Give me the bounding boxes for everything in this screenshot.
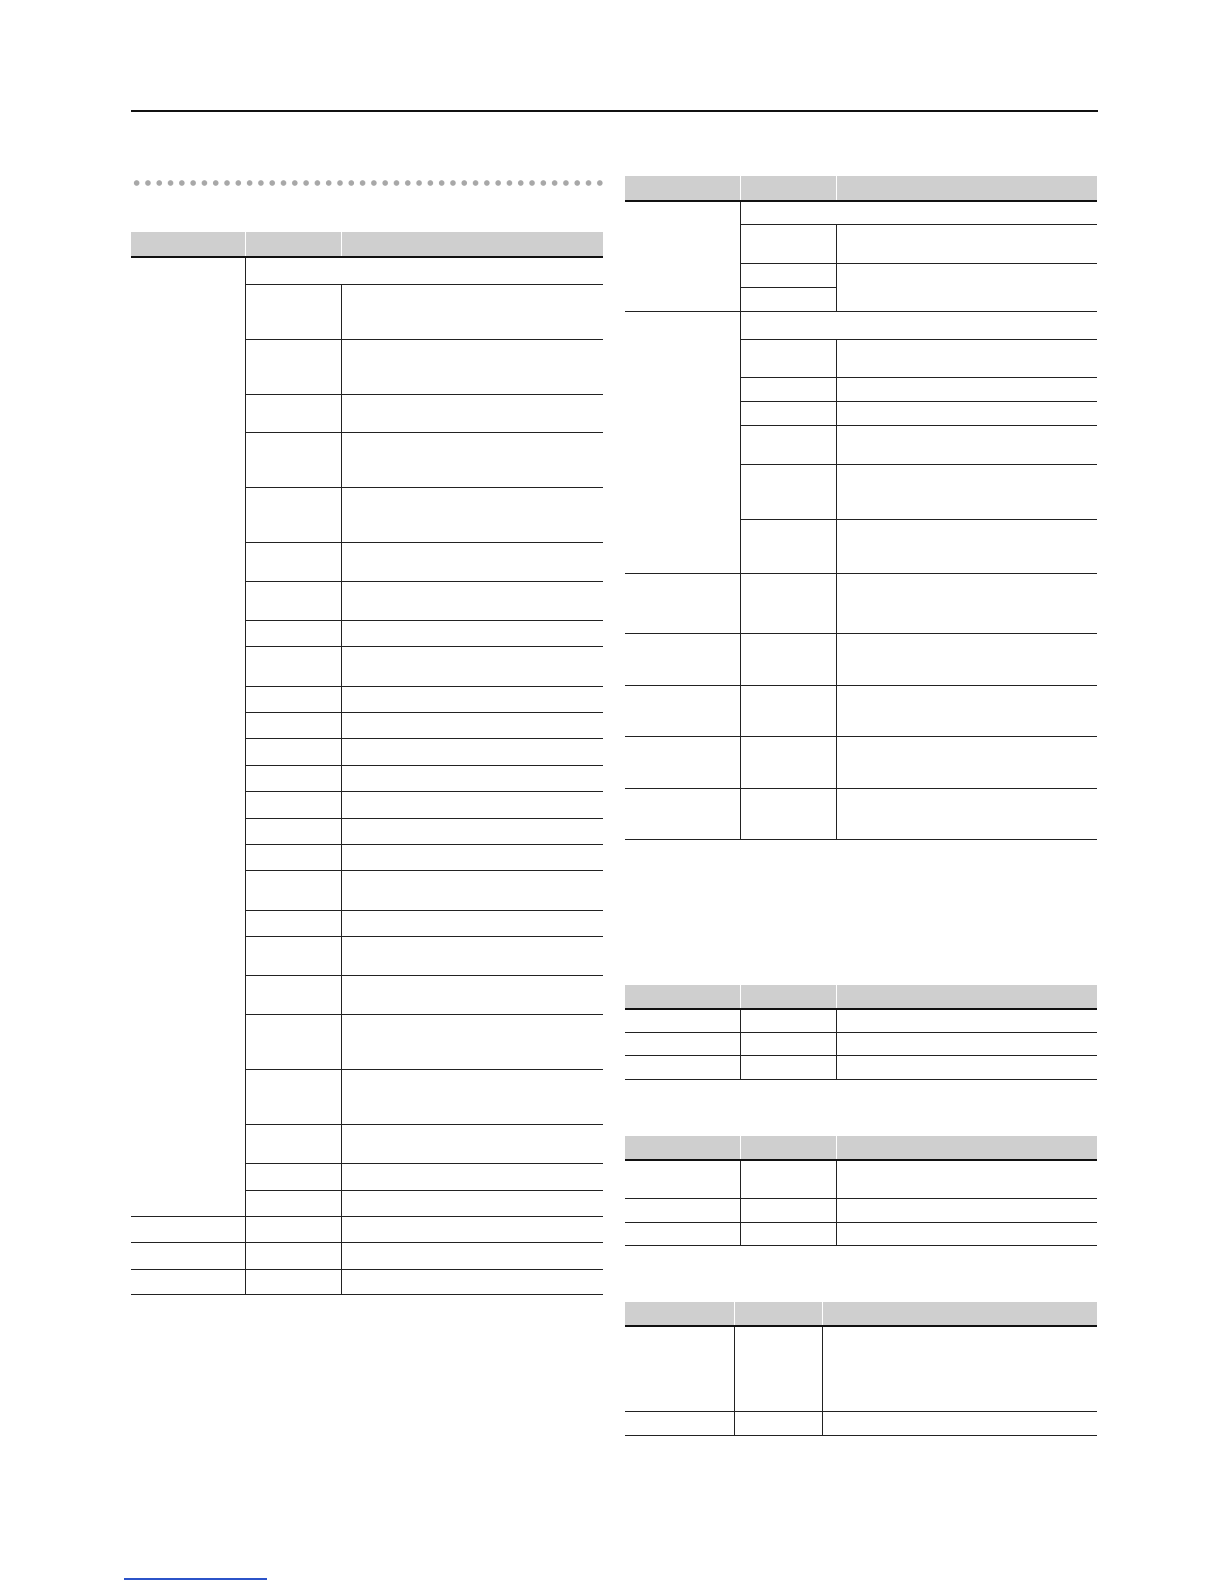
header-rule — [625, 1159, 1097, 1161]
row-divider — [625, 1411, 1097, 1412]
header-cell — [822, 1302, 823, 1325]
row-divider — [740, 377, 1097, 378]
row-divider — [245, 620, 603, 621]
row-divider — [245, 910, 603, 911]
header-cell — [245, 232, 246, 256]
column-divider — [836, 1010, 837, 1079]
row-divider — [245, 791, 603, 792]
table-header — [625, 985, 1097, 1008]
header-rule — [131, 256, 603, 258]
row-divider — [245, 1190, 603, 1191]
table-bottom-rule — [625, 839, 1097, 840]
header-cell — [734, 1302, 735, 1325]
row-divider — [740, 263, 1097, 264]
row-divider — [245, 1069, 603, 1070]
row-divider — [245, 686, 603, 687]
row-divider — [131, 1242, 603, 1243]
row-divider — [245, 394, 603, 395]
row-divider — [625, 1032, 1097, 1033]
table-bottom-rule — [625, 1079, 1097, 1080]
header-cell — [740, 985, 741, 1008]
row-divider — [740, 519, 1097, 520]
row-divider — [740, 339, 1097, 340]
row-divider — [131, 1216, 603, 1217]
column-divider — [734, 1327, 735, 1435]
column-divider — [822, 1327, 823, 1435]
header-cell — [836, 985, 837, 1008]
column-divider — [740, 1161, 741, 1245]
row-divider — [245, 844, 603, 845]
footer-link-underline[interactable] — [124, 1578, 267, 1580]
row-divider — [625, 1055, 1097, 1056]
table-header — [131, 232, 603, 256]
row-divider — [245, 818, 603, 819]
header-rule — [625, 1325, 1097, 1327]
row-divider — [245, 646, 603, 647]
row-divider — [740, 464, 1097, 465]
row-divider — [625, 788, 1097, 789]
row-divider — [245, 581, 603, 582]
row-divider — [625, 573, 1097, 574]
row-divider — [625, 736, 1097, 737]
column-divider — [245, 258, 246, 1295]
dotted-divider — [131, 179, 603, 187]
row-divider — [245, 738, 603, 739]
row-divider — [740, 401, 1097, 402]
column-divider — [836, 339, 837, 839]
header-cell — [836, 1136, 837, 1159]
row-divider — [625, 311, 1097, 312]
table-header — [625, 176, 1097, 200]
top-rule — [131, 110, 1098, 112]
table-header — [625, 1302, 1097, 1325]
row-divider — [245, 1163, 603, 1164]
row-divider — [740, 224, 1097, 225]
column-divider — [341, 284, 342, 1295]
row-divider — [740, 425, 1097, 426]
header-rule — [625, 1008, 1097, 1010]
row-divider — [131, 1269, 603, 1270]
row-divider — [245, 339, 603, 340]
column-divider — [836, 224, 837, 311]
header-cell — [341, 232, 342, 256]
header-cell — [740, 1136, 741, 1159]
right-table-1 — [625, 176, 1097, 841]
row-divider — [245, 542, 603, 543]
row-divider — [740, 287, 836, 288]
header-cell — [836, 176, 837, 200]
row-divider — [245, 432, 603, 433]
left-main-table — [131, 232, 603, 1296]
row-divider — [245, 284, 603, 285]
row-divider — [625, 633, 1097, 634]
row-divider — [245, 765, 603, 766]
row-divider — [245, 1014, 603, 1015]
row-divider — [245, 870, 603, 871]
table-bottom-rule — [625, 1245, 1097, 1246]
table-bottom-rule — [625, 1435, 1097, 1436]
right-table-3 — [625, 1136, 1097, 1247]
table-header — [625, 1136, 1097, 1159]
right-table-2 — [625, 985, 1097, 1081]
row-divider — [625, 1222, 1097, 1223]
table-bottom-rule — [131, 1294, 603, 1295]
row-divider — [625, 1198, 1097, 1199]
right-table-4 — [625, 1302, 1097, 1437]
row-divider — [245, 975, 603, 976]
column-divider — [740, 1010, 741, 1079]
row-divider — [245, 1124, 603, 1125]
column-divider — [836, 1161, 837, 1245]
header-cell — [740, 176, 741, 200]
row-divider — [625, 685, 1097, 686]
row-divider — [245, 712, 603, 713]
row-divider — [245, 936, 603, 937]
row-divider — [245, 487, 603, 488]
header-rule — [625, 200, 1097, 202]
column-divider — [740, 202, 741, 839]
